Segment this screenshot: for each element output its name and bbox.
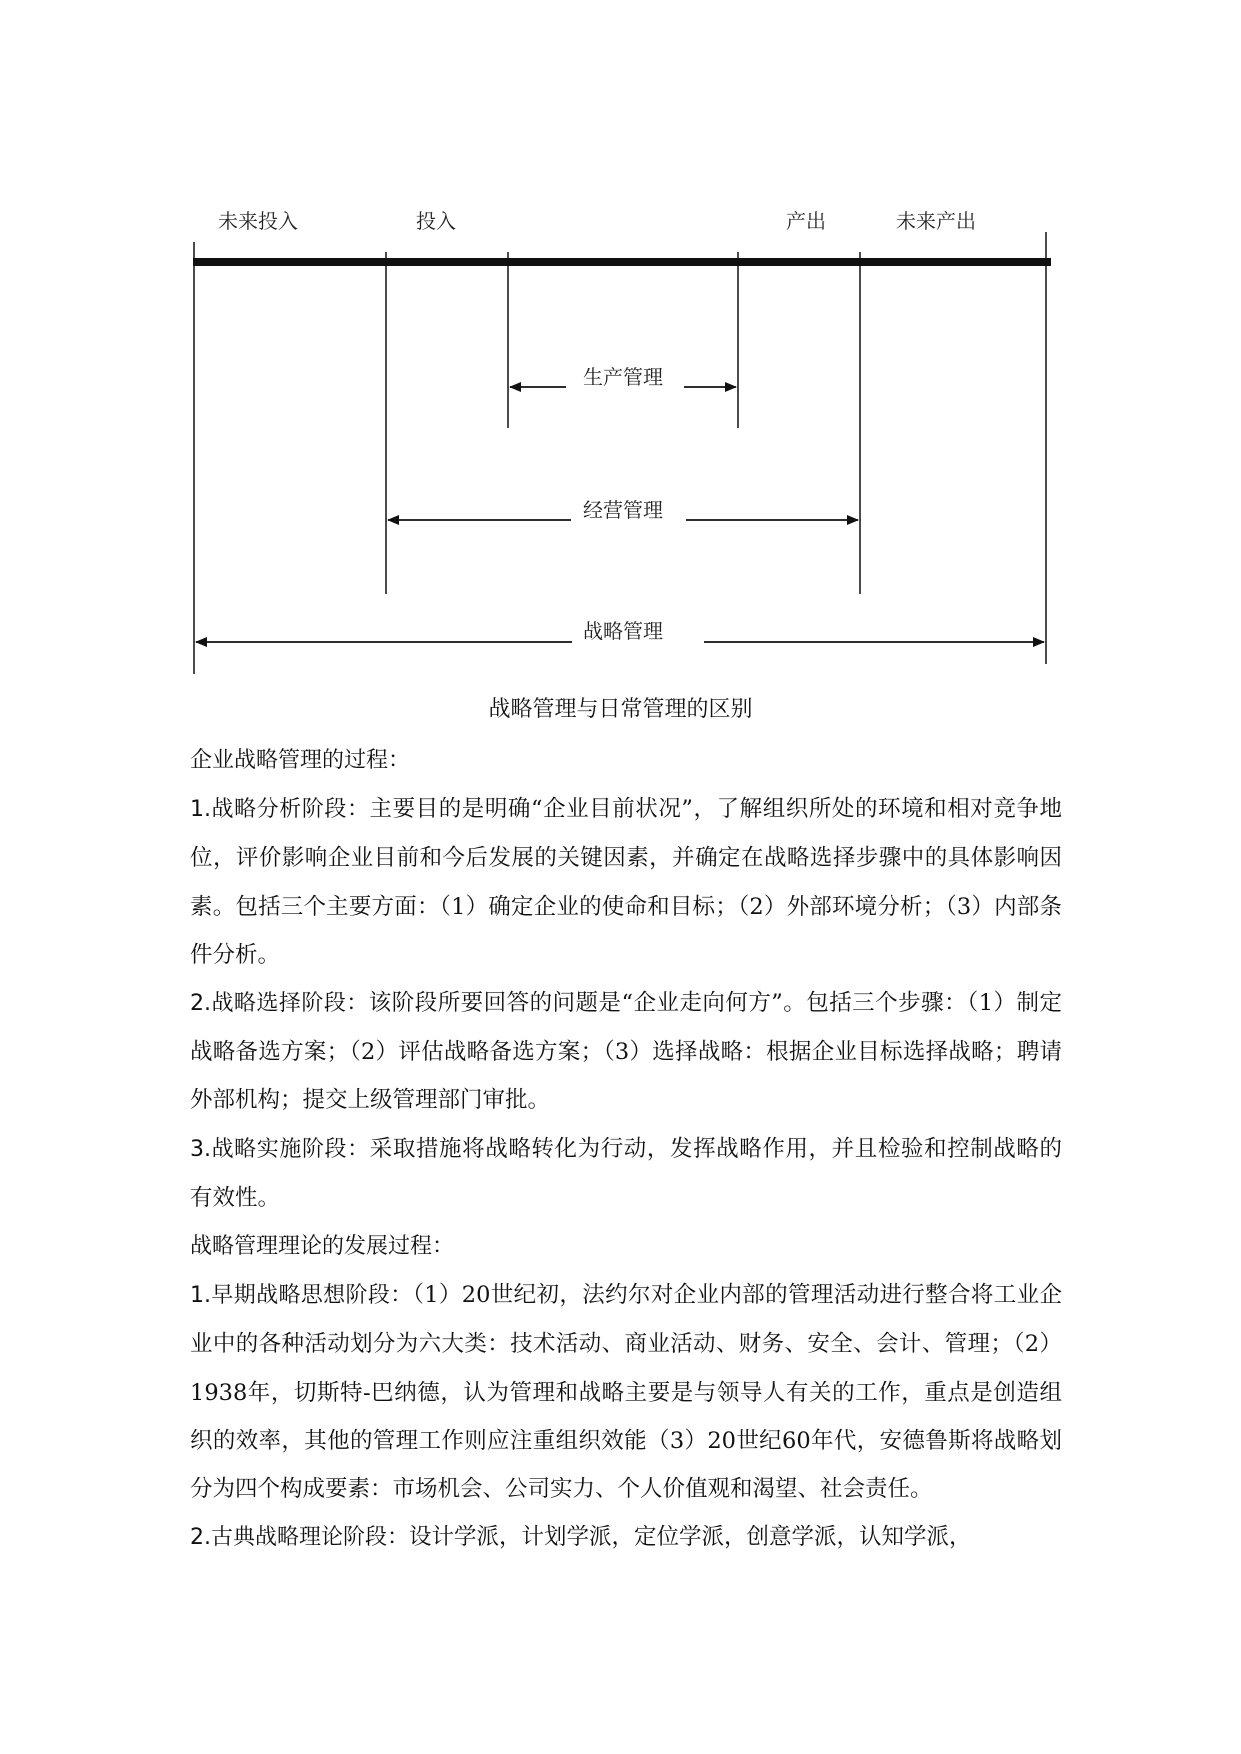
paragraph-text: 主要目的是明确“企业目前状况”，了解组织所处的环境和相对竞争地位，评价影响企业目前和今后发展的关键因素，并确定在战略选择步骤中的具体影响因素。包括三个主要方面：（1）确定企业的使命和目标；（2）外部环境分析；（3）内部条件分析。	[190, 796, 1062, 968]
label-input: 投入	[416, 209, 456, 233]
paragraph-early-strategy	[190, 1271, 1062, 1513]
section-heading-theory: 战略管理理论的发展过程：	[190, 1234, 455, 1260]
label-operations-management: 经营管理	[583, 498, 663, 522]
label-production-management: 生产管理	[583, 365, 663, 389]
paragraph-text: （1）20世纪初，法约尔对企业内部的管理活动进行整合将工业企业中的各种活动划分为六大类：技术活动、商业活动、财务、安全、会计、管理；（2）1938年，切斯特-巴纳德，认为管理和战略主要是与领导人有关的工作，重点是创造组织的效率，其他的管理工作则应注重组织效能（3）20世纪60年代，安德鲁斯将战略划分为四个构成要素：市场机会、公司实力、个人价值观和渴望、社会责任。	[190, 1282, 1062, 1503]
paragraph-text: 该阶段所要回答的问题是“企业走向何方”。包括三个步骤：（1）制定战略备选方案；（2）评估战略备选方案；（3）选择战略：根据企业目标选择战略；聘请外部机构；提交上级管理部门审批。	[190, 990, 1062, 1114]
management-scope-diagram	[0, 0, 1241, 700]
paragraph-title: 1.战略分析阶段：	[190, 797, 370, 823]
paragraph-title: 2.战略选择阶段：	[190, 991, 369, 1017]
label-future-input: 未来投入	[218, 209, 298, 233]
label-strategic-management: 战略管理	[583, 619, 663, 643]
document-body	[190, 736, 1062, 1562]
paragraph-strategy-selection	[190, 979, 1062, 1125]
paragraph-title: 1.早期战略思想阶段：	[190, 1283, 413, 1309]
paragraph-strategy-implementation	[190, 1125, 1062, 1222]
paragraph-title: 3.战略实施阶段：	[190, 1136, 370, 1162]
paragraph-title: 2.古典战略理论阶段：	[190, 1525, 409, 1551]
paragraph-text: 采取措施将战略转化为行动，发挥战略作用，并且检验和控制战略的有效性。	[190, 1135, 1062, 1211]
paragraph-strategy-analysis	[190, 785, 1062, 979]
figure-caption: 战略管理与日常管理的区别	[488, 697, 753, 722]
section-heading-process: 企业战略管理的过程：	[190, 748, 411, 773]
label-output: 产出	[786, 209, 826, 233]
timeline-bar	[193, 258, 1051, 266]
paragraph-classical-theory	[190, 1513, 1062, 1562]
paragraph-text: 设计学派，计划学派，定位学派，创意学派，认知学派，	[409, 1524, 972, 1551]
label-future-output: 未来产出	[896, 209, 976, 233]
